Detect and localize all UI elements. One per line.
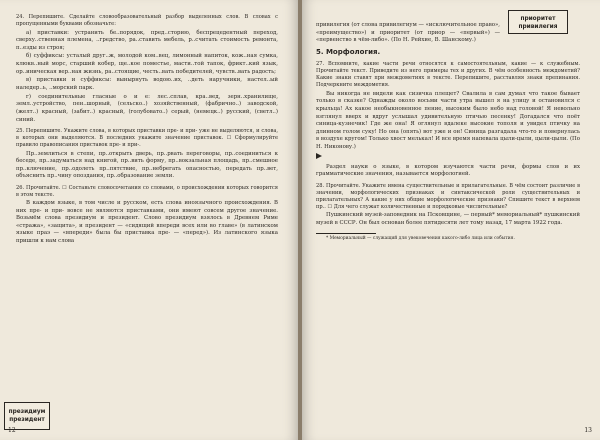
exercise-26-intro: 26. Прочитайте. ☐ Составьте словосочетания со словами, о происхождении которых говорится в этом тексте. xyxy=(16,184,278,198)
left-page xyxy=(0,0,298,440)
exercise-24-b: б) суффиксы: усталый друг..ж, молодой ком..вец, лимонный напиток, кож..ная сумка, клюкв..ный морс, старший кобер, ще..кое поместье, масти..той тапок, фрикт..кий язык, ор..иническая вер..ная жизнь, ра..стоящие, честь..вать победителей, чувств..вать радость; xyxy=(16,53,278,75)
exercise-24-d: г) соединительные гласные о и е: лес..сплав, кра..вед, зерн..хранилище, земл..устройство, пен..шорный, (сельско..) хозяйственный, (фабрично..) заводской, (желт..) красный, (забит..) красный, (голубовато..) серый, (немецк..) русский, (светл..) синий. xyxy=(16,93,278,123)
exercise-27-intro: 27. Вспомните, какие части речи относятся к самостоятельным, какие — к служебным. Прочитайте текст. Приведите из него примеры тех и других. В чём особенность междометий? Какие знаки ставят при междометиях в тексте. Перепишите, расставляя знаки препинания. Подчеркните междометия. xyxy=(316,60,580,89)
exercise-24-a: а) приставки: устранить бе..порядок, пред..сторию, беспрецедентный переход, сверху..ственная племена, ..гредство, ра..ставить мебель, р..считать стоимость ремонта, п..езды из строя; xyxy=(16,29,278,51)
section-title: 5. Морфология. xyxy=(316,47,381,56)
exercise-26-text: В каждом языке, в том числе и русском, есть слова иноязычного происхождения. В них пре- и при- вовсе не являются приставками, они имеют совсем другое значение. Возьмём слова президиум и президент. Слово президиум взялось в Древнем Риме «стража», «защита», и президент — «сидящий впереди всех или во главе» (в латинском языке праэ — «впереди» была бы приставка пре- — «перед»). Из латинского языка пришли к нам слова xyxy=(16,200,278,245)
exercise-24-c: в) приставки и суффиксы: вынырнуть водою..их, ..деть наручники, настел..ый наледер..ь, ..морский парк. xyxy=(16,77,278,92)
right-page-text xyxy=(316,22,580,243)
exercise-27-text: Вы никогда не видели как сизичка плещет? Свалила в сам думал что такое бывает только в сказке? Однажды около восьми части утра вышел я на улицу и остановился с крыльца! Ах какое необыкновенное пение, высоким было небо над головой! Я невольно взглянул вверх и вдруг услышал удивительную птичью песенку! Догадался что поёт синица-кузнечик! Где же она! Я оглянул вдалеке высокие тополя и увидел птичку на длинном голом суку! Но она (опять) вот уже и он! Синица разгадала что-то и повернулась в воздухе кругом! Только хвост мелькал! И все время напевала цыли-цыли, цыли-цыли. (По Н. Никонову.) xyxy=(316,90,580,150)
footnote: * Мемориальный — служащий для увековечения какого-либо лица или события. xyxy=(326,235,515,241)
footnote-divider xyxy=(316,233,376,234)
word-box-priority: приоритет привилегия xyxy=(508,10,568,34)
page-number-right: 13 xyxy=(584,427,592,434)
exercise-28-text: Пушкинский музей-заповедник на Псковщине, — первый* мемориальный* пушкинский музей в СССР. Он был основан более пятидесяти лет тому назад, 17 марта 1922 года. xyxy=(316,212,580,226)
exercise-28-intro: 28. Прочитайте. Укажите имена существительные и прилагательные. В чём состоит различие в значении, морфологических признаках и синтаксической роли существительных и прилагательных? А какие у них общие морфологические признаки? Спишите текст в верхнем пр.. ☐ Для чего служат количественные и порядковые числительные? xyxy=(316,182,580,211)
word-box-president: президиум президент xyxy=(4,402,50,430)
right-page xyxy=(302,0,600,440)
morphology-rule: Раздел науки о языке, в котором изучаются части речи, формы слов и их грамматические значения, называется морфологией. xyxy=(316,163,580,178)
page-number-left: 12 xyxy=(8,427,16,434)
rule-marker-icon xyxy=(316,153,322,159)
exercise-26-continuation: привилегия (от слова привилегиум — «исключительное право», «преимущество») и приоритет (от приор — «первый») — «первенство в чём-либо». (По Н. Рейхие, В. Шанскому.) xyxy=(316,22,500,44)
exercise-25-intro: 25. Перепишите. Укажите слова, в которых приставки пре- и при- уже не выделяются, и слова, в которых они выделяются. В последних укажите значение приставок. ☐ Сформулируйте правило правописания приставок пре- и при-. xyxy=(16,127,278,149)
exercise-24-intro: 24. Перепишите. Сделайте словообразовательный разбор выделенных слов. В словах с пропущенными буквами обозначьте: xyxy=(16,14,278,28)
exercise-25-words: Пр..землиться в степи, пр..открыть дверь, пр..рвать переговоры, пр..соединиться к беседе, пр..задуматься над книгой, пр..вить форму, пр..вокзальная площадь, пр..смешное пр..ключение, пр..одолеть пр..пятствие, пр..небрегать опасностью, передать пр..вет, объяснить пр..чину опоздания, пр..образование земли. xyxy=(16,150,278,180)
left-page-text xyxy=(16,14,278,247)
